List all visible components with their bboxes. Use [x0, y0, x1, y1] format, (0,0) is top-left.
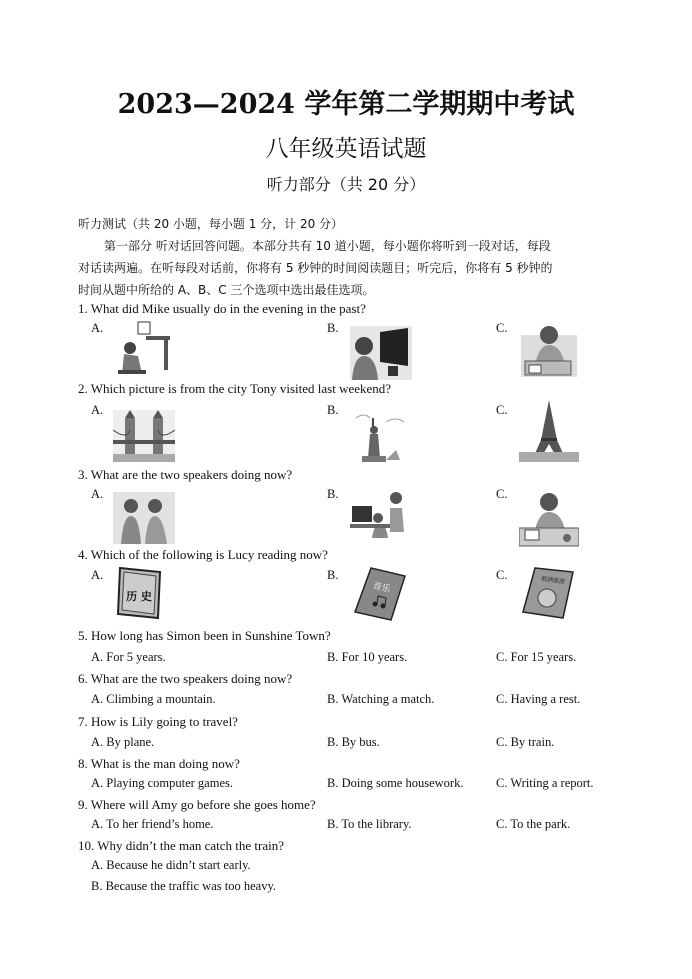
q9-option-b[interactable]: B. To the library. — [327, 817, 412, 831]
music-book-picture — [353, 566, 407, 622]
travel-book-picture — [521, 566, 575, 620]
q9-option-c[interactable]: C. To the park. — [496, 817, 571, 831]
q10-option-b[interactable]: B. Because the traffic was too heavy. — [91, 879, 277, 893]
question-4: 4. Which of the following is Lucy reading now? — [78, 547, 328, 562]
reading-at-desk-picture — [116, 320, 176, 376]
travel-book-label: 欧洲旅游 — [540, 575, 566, 586]
question-3: 3. What are the two speakers doing now? — [78, 467, 293, 482]
question-6: 6. What are the two speakers doing now? — [78, 671, 293, 686]
music-book-label: 音乐 — [371, 581, 392, 596]
question-5: 5. How long has Simon been in Sunshine Town? — [78, 628, 331, 643]
q1-option-b[interactable]: B. — [327, 321, 339, 335]
history-book-picture — [116, 566, 164, 620]
q1-option-c[interactable]: C. — [496, 321, 508, 335]
q4-option-c[interactable]: C. — [496, 568, 508, 582]
computer-user-picture — [350, 326, 412, 380]
q4-option-a[interactable]: A. — [91, 568, 104, 582]
q2-option-a[interactable]: A. — [91, 403, 104, 417]
drawing-boy-picture — [519, 321, 579, 379]
q7-option-c[interactable]: C. By train. — [496, 735, 555, 749]
q8-option-a[interactable]: A. Playing computer games. — [91, 776, 233, 790]
q3-option-a[interactable]: A. — [91, 487, 104, 501]
q7-option-a[interactable]: A. By plane. — [91, 735, 155, 749]
q6-option-c[interactable]: C. Having a rest. — [496, 692, 581, 706]
q6-option-b[interactable]: B. Watching a match. — [327, 692, 435, 706]
question-8: 8. What is the man doing now? — [78, 756, 240, 771]
statue-of-liberty-picture — [350, 410, 410, 464]
q3-option-b[interactable]: B. — [327, 487, 339, 501]
question-10: 10. Why didn’t the man catch the train? — [78, 838, 285, 853]
computer-lesson-picture — [350, 488, 412, 546]
exam-title: 2023—2024 学年第二学期期中考试 — [117, 89, 575, 120]
tower-bridge-picture — [113, 410, 175, 462]
history-book-label: 历 史 — [126, 590, 152, 603]
exam-subtitle: 八年级英语试题 — [265, 136, 427, 162]
q2-option-b[interactable]: B. — [327, 403, 339, 417]
q8-option-b[interactable]: B. Doing some housework. — [327, 776, 464, 790]
question-2: 2. Which picture is from the city Tony visited last weekend? — [78, 381, 392, 396]
q8-option-c[interactable]: C. Writing a report. — [496, 776, 594, 790]
q2-option-c[interactable]: C. — [496, 403, 508, 417]
test-heading: 听力测试（共 20 小题，每小题 1 分，计 20 分） — [78, 217, 344, 231]
instruction-line-1: 第一部分 听对话回答问题。本部分共有 10 道小题，每小题你将听到一段对话，每段 — [104, 239, 551, 253]
q5-option-a[interactable]: A. For 5 years. — [91, 650, 166, 664]
question-7: 7. How is Lily going to travel? — [78, 714, 238, 729]
q1-option-a[interactable]: A. — [91, 321, 104, 335]
q10-option-a[interactable]: A. Because he didn’t start early. — [91, 858, 251, 872]
question-1: 1. What did Mike usually do in the evening in the past? — [78, 301, 366, 316]
eiffel-tower-picture — [519, 400, 579, 462]
q6-option-a[interactable]: A. Climbing a mountain. — [91, 692, 216, 706]
q5-option-b[interactable]: B. For 10 years. — [327, 650, 408, 664]
question-9: 9. Where will Amy go before she goes home? — [78, 797, 316, 812]
q5-option-c[interactable]: C. For 15 years. — [496, 650, 577, 664]
boy-studying-picture — [519, 490, 579, 548]
q3-option-c[interactable]: C. — [496, 487, 508, 501]
instruction-line-3: 时间从题中所给的 A、B、C 三个选项中选出最佳选项。 — [78, 283, 375, 297]
instruction-line-2: 对话读两遍。在听每段对话前，你将有 5 秒钟的时间阅读题目；听完后，你将有 5 秒钟的 — [78, 261, 553, 275]
q7-option-b[interactable]: B. By bus. — [327, 735, 380, 749]
q9-option-a[interactable]: A. To her friend’s home. — [91, 817, 214, 831]
two-girls-talking-picture — [113, 492, 175, 544]
q4-option-b[interactable]: B. — [327, 568, 339, 582]
section-heading: 听力部分（共 20 分） — [266, 175, 426, 194]
